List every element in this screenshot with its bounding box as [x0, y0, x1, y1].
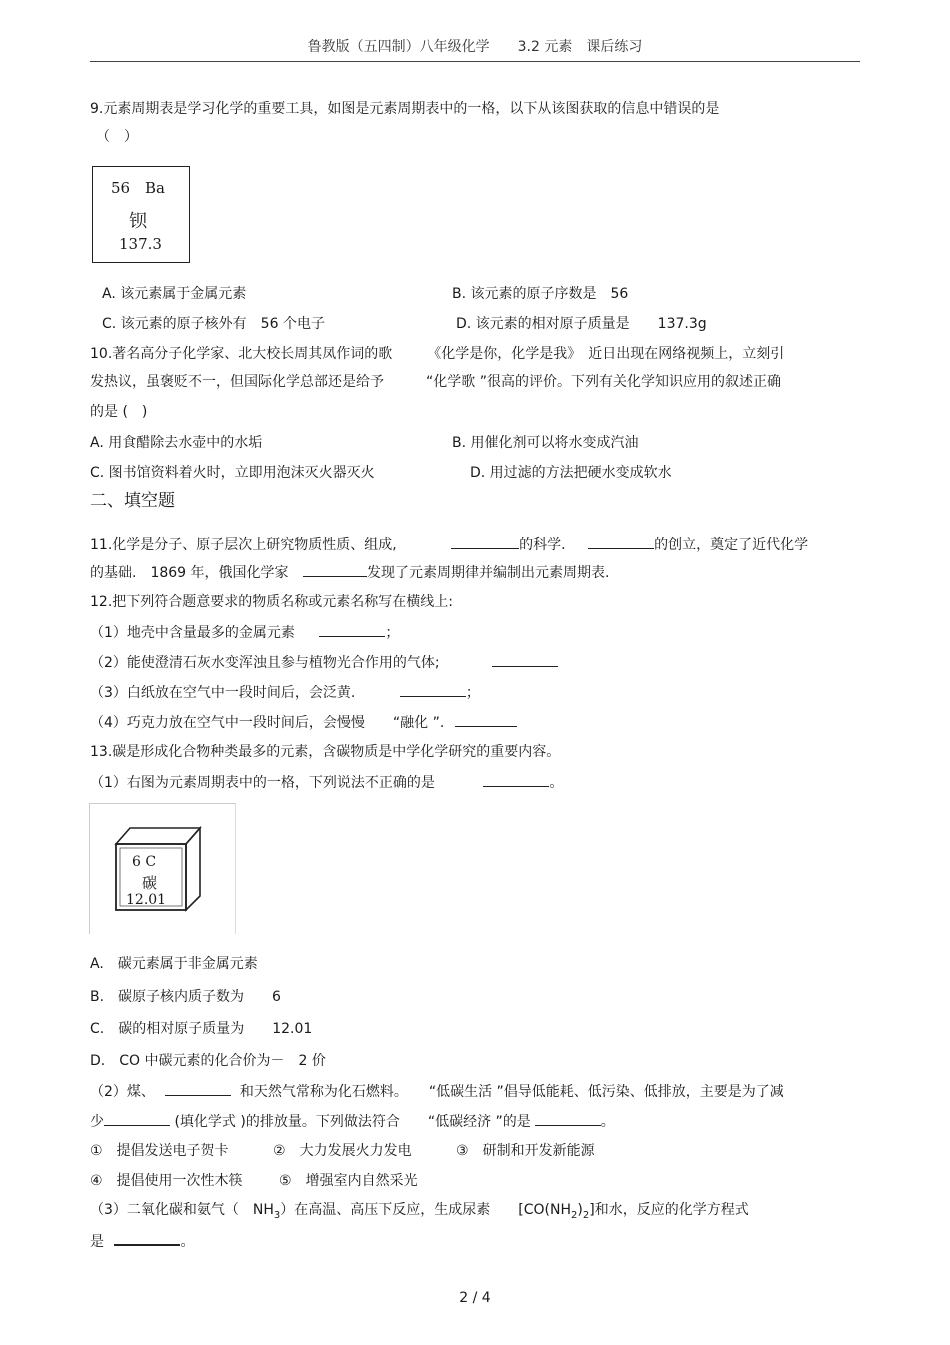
- q12-blank-2[interactable]: [492, 652, 558, 667]
- q12-item-2-text: （2）能使澄清石灰水变浑浊且参与植物光合作用的气体;: [90, 655, 440, 671]
- q13-part3-text-3: ): [577, 1202, 583, 1218]
- carbon-name: 碳: [142, 874, 158, 892]
- q13-choice-1: ① 提倡发送电子贺卡: [90, 1143, 229, 1159]
- q10-line3: 的是 ( ): [90, 404, 148, 420]
- q9-option-c: C. 该元素的原子核外有 56 个电子: [102, 316, 325, 332]
- q13-part2-line2: [90, 1111, 615, 1131]
- q12-blank-1[interactable]: [319, 622, 385, 637]
- q12-item-2: [90, 652, 558, 672]
- q13-blank-1[interactable]: [483, 772, 549, 787]
- element-number: 56: [111, 179, 131, 197]
- q12-item-4-text: （4）巧克力放在空气中一段时间后，会慢慢 “融化 ”.: [90, 715, 445, 731]
- element-symbol: Ba: [145, 179, 165, 197]
- q11-blank-1[interactable]: [451, 534, 519, 549]
- q13-part3-sub-3: 2: [582, 1209, 590, 1221]
- carbon-mass: 12.01: [126, 892, 167, 908]
- carbon-figure-frame: [89, 803, 236, 934]
- q13-part3-line2: [90, 1230, 194, 1251]
- q13-part2-line1: [90, 1081, 784, 1101]
- q13-blank-5[interactable]: [114, 1230, 180, 1246]
- q13-blank-4[interactable]: [535, 1111, 601, 1126]
- section-title: 二、填空题: [90, 491, 175, 511]
- q10-line1: 10.著名高分子化学家、北大校长周其凤作词的歌 《化学是你，化学是我》 近日出现在网络视频上，立刻引: [90, 346, 785, 362]
- element-name: 钡: [129, 211, 147, 232]
- q13-blank-3[interactable]: [104, 1111, 170, 1126]
- q13-part1: [90, 772, 563, 792]
- carbon-element-cell: [90, 804, 235, 934]
- q13-part3-text-5: 是: [90, 1234, 104, 1250]
- q12-item-1: [90, 622, 399, 642]
- barium-element-cell: [92, 166, 190, 263]
- q12-item-1-text: （1）地壳中含量最多的金属元素: [90, 625, 295, 641]
- q10-option-c: C. 图书馆资料着火时，立即用泡沫灭火器灭火: [90, 465, 375, 481]
- q11-line1: [90, 534, 808, 554]
- q10-option-b: B. 用催化剂可以将水变成汽油: [452, 435, 639, 451]
- q13-option-c: C. 碳的相对原子质量为 12.01: [90, 1021, 313, 1037]
- q12-semicolon-1: ；: [385, 625, 400, 641]
- q11-text-5: 发现了元素周期律并编制出元素周期表.: [366, 565, 610, 581]
- carbon-number-symbol: 6 C: [132, 854, 157, 870]
- element-mass: 137.3: [119, 235, 162, 253]
- q13-blank-2[interactable]: [165, 1081, 231, 1096]
- q13-part2-text-3: 少: [90, 1114, 104, 1130]
- q13-part3-text-2: ）在高温、高压下反应，生成尿素 [CO(NH: [280, 1202, 572, 1218]
- q13-part3-end: 。: [180, 1234, 195, 1250]
- q12-item-3-text: （3）白纸放在空气中一段时间后，会泛黄.: [90, 685, 356, 701]
- q13-choice-3: ③ 研制和开发新能源: [456, 1143, 595, 1159]
- page-number: 2 / 4: [459, 1290, 491, 1306]
- q13-choice-5: ⑤ 增强室内自然采光: [279, 1173, 418, 1189]
- q13-part1-end: 。: [549, 775, 564, 791]
- q13-part3-text-4: ]和水，反应的化学方程式: [589, 1202, 749, 1218]
- q9-option-b: B. 该元素的原子序数是 56: [452, 286, 629, 302]
- q13-stem: 13.碳是形成化合物种类最多的元素，含碳物质是中学化学研究的重要内容。: [90, 744, 561, 760]
- q13-part3-text-1: （3）二氧化碳和氨气（ NH: [90, 1202, 274, 1218]
- q9-stem: 9.元素周期表是学习化学的重要工具，如图是元素周期表中的一格，以下从该图获取的信息中错误的是: [90, 101, 720, 117]
- header-divider: [90, 61, 860, 62]
- q10-option-a: A. 用食醋除去水壶中的水垢: [90, 435, 263, 451]
- q11-text-3: 的创立，奠定了近代化学: [654, 537, 809, 553]
- q13-part2-end: 。: [600, 1114, 615, 1130]
- q12-blank-3[interactable]: [400, 682, 466, 697]
- q12-stem: 12.把下列符合题意要求的物质名称或元素名称写在横线上:: [90, 594, 453, 610]
- q12-semicolon-3: ；: [465, 685, 480, 701]
- q11-text-4: 的基础. 1869 年，俄国化学家: [90, 565, 289, 581]
- q11-blank-2[interactable]: [588, 534, 654, 549]
- q13-option-b: B. 碳原子核内质子数为 6: [90, 989, 281, 1005]
- q12-item-3: [90, 682, 480, 702]
- q11-text-2: 的科学.: [519, 537, 566, 553]
- q13-option-d: D. CO 中碳元素的化合价为－ 2 价: [90, 1053, 326, 1069]
- q11-line2: [90, 562, 609, 582]
- q13-choices-row1: [90, 1142, 595, 1160]
- q13-part3-line1: [90, 1201, 749, 1225]
- q12-item-4: [90, 712, 517, 732]
- q13-part3-sub-2: 2: [571, 1209, 578, 1221]
- q9-option-d: D. 该元素的相对原子质量是 137.3g: [456, 316, 707, 332]
- q13-choice-2: ② 大力发展火力发电: [273, 1143, 412, 1159]
- q13-choice-4: ④ 提倡使用一次性木筷: [90, 1173, 243, 1189]
- q13-option-a: A. 碳元素属于非金属元素: [90, 956, 258, 972]
- q12-blank-4[interactable]: [455, 712, 517, 727]
- q11-blank-3[interactable]: [303, 562, 367, 577]
- q13-part2-text-2: 和天然气常称为化石燃料。 “低碳生活 ”倡导低能耗、低污染、低排放，主要是为了减: [239, 1084, 784, 1100]
- q13-part1-text: （1）右图为元素周期表中的一格，下列说法不正确的是: [90, 775, 435, 791]
- page-header: 鲁教版（五四制）八年级化学 3.2 元素 课后练习: [307, 39, 643, 55]
- q13-part2-text-1: （2）煤、: [90, 1084, 155, 1100]
- q13-part3-sub-1: 3: [273, 1209, 281, 1221]
- q9-option-a: A. 该元素属于金属元素: [102, 286, 247, 302]
- q13-choices-row2: [90, 1172, 418, 1190]
- q13-part2-text-4: (填化学式 )的排放量。下列做法符合 “低碳经济 ”的是: [174, 1114, 531, 1130]
- q10-option-d: D. 用过滤的方法把硬水变成软水: [470, 465, 672, 481]
- q9-paren: （ ）: [96, 129, 138, 145]
- q10-line2: 发热议，虽褒贬不一，但国际化学总部还是给予 “化学歌 ”很高的评价。下列有关化学知识应用的叙述正确: [90, 374, 781, 390]
- q11-text-1: 11.化学是分子、原子层次上研究物质性质、组成,: [90, 537, 397, 553]
